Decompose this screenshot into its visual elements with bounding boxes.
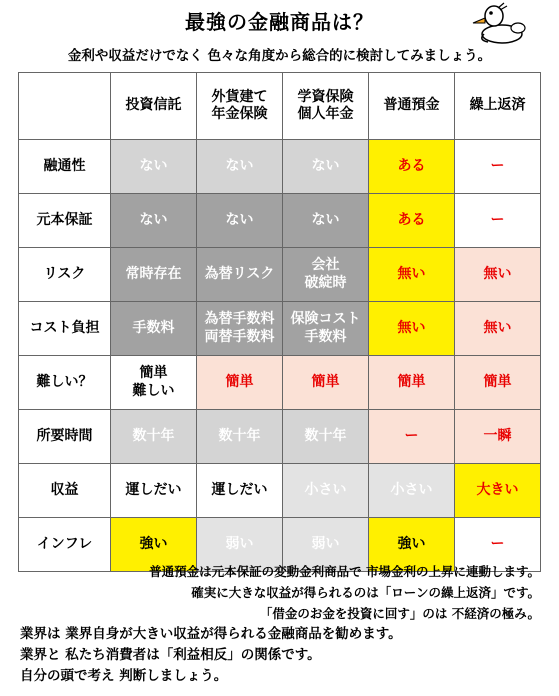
table-cell: 運しだい [197,464,283,518]
row-label: 難しい？ [19,356,111,410]
table-cell: 無い [455,302,541,356]
row-label: 融通性 [19,140,111,194]
page-subtitle: 金利や収益だけでなく 色々な角度から総合的に検討してみましょう。 [67,48,492,64]
table-cell: ー [455,140,541,194]
conclusion-line: 業界は 業界自身が大きい収益が得られる金融商品を勧めます。 [20,626,402,642]
row-label: リスク [19,248,111,302]
table-cell: 数十年 [283,410,369,464]
conclusion-line: 業界と 私たち消費者は「利益相反」の関係です。 [20,647,321,663]
table-cell: 保険コスト 手数料 [283,302,369,356]
table-cell: 簡単 難しい [111,356,197,410]
table-cell: ない [111,194,197,248]
conclusion-line: 自分の頭で考え 判断しましょう。 [20,668,228,684]
header-corner-cell [19,73,111,140]
table-cell: 弱い [197,518,283,572]
table-row [19,248,541,302]
column-header: 繰上返済 [455,73,541,140]
table-cell: 大きい [455,464,541,518]
notes-block [0,561,540,624]
row-label: コスト負担 [19,302,111,356]
table-cell: 無い [369,302,455,356]
table-cell: ない [111,140,197,194]
table-cell: 常時存在 [111,248,197,302]
table-cell: 無い [455,248,541,302]
table-row [19,464,541,518]
row-label: 収益 [19,464,111,518]
table-cell: 弱い [283,518,369,572]
table-cell: ない [283,194,369,248]
table-cell: 手数料 [111,302,197,356]
note-line: 確実に大きな収益が得られるのは「ローンの繰上返済」です。 [191,585,540,600]
column-header: 外貨建て 年金保険 [197,73,283,140]
table-cell: 会社 破綻時 [283,248,369,302]
table-cell: ある [369,194,455,248]
table-row [19,194,541,248]
page-title: 最強の金融商品は？ [185,10,374,34]
column-header: 投資信託 [111,73,197,140]
table-cell: 小さい [283,464,369,518]
note-line: 普通預金は元本保証の変動金利商品で 市場金利の上昇に連動します。 [149,564,540,579]
table-row [19,140,541,194]
row-label: 所要時間 [19,410,111,464]
table-cell: 簡単 [197,356,283,410]
table-cell: ー [455,518,541,572]
table-cell: ー [455,194,541,248]
table-cell: 簡単 [369,356,455,410]
table-cell: ない [197,194,283,248]
table-row [19,410,541,464]
column-header: 学資保険 個人年金 [283,73,369,140]
comparison-table [18,72,541,572]
conclusion-block [20,624,402,687]
table-cell: 一瞬 [455,410,541,464]
row-label: 元本保証 [19,194,111,248]
table-cell: 為替手数料 両替手数料 [197,302,283,356]
column-header: 普通預金 [369,73,455,140]
table-row [19,356,541,410]
table-cell: 簡単 [283,356,369,410]
table-cell: 数十年 [197,410,283,464]
table-cell: 運しだい [111,464,197,518]
table-cell: 数十年 [111,410,197,464]
table-cell: ある [369,140,455,194]
table-cell: 無い [369,248,455,302]
table-cell: 小さい [369,464,455,518]
row-label: インフレ [19,518,111,572]
note-line: 「借金のお金を投資に回す」のは 不経済の極み。 [259,606,540,621]
duck-mascot-icon [470,0,530,46]
table-cell: 強い [369,518,455,572]
table-cell: 簡単 [455,356,541,410]
table-row [19,302,541,356]
table-cell: 強い [111,518,197,572]
table-header-row [19,73,541,140]
table-cell: ー [369,410,455,464]
table-cell: ない [197,140,283,194]
table-cell: 為替リスク [197,248,283,302]
table-cell: ない [283,140,369,194]
